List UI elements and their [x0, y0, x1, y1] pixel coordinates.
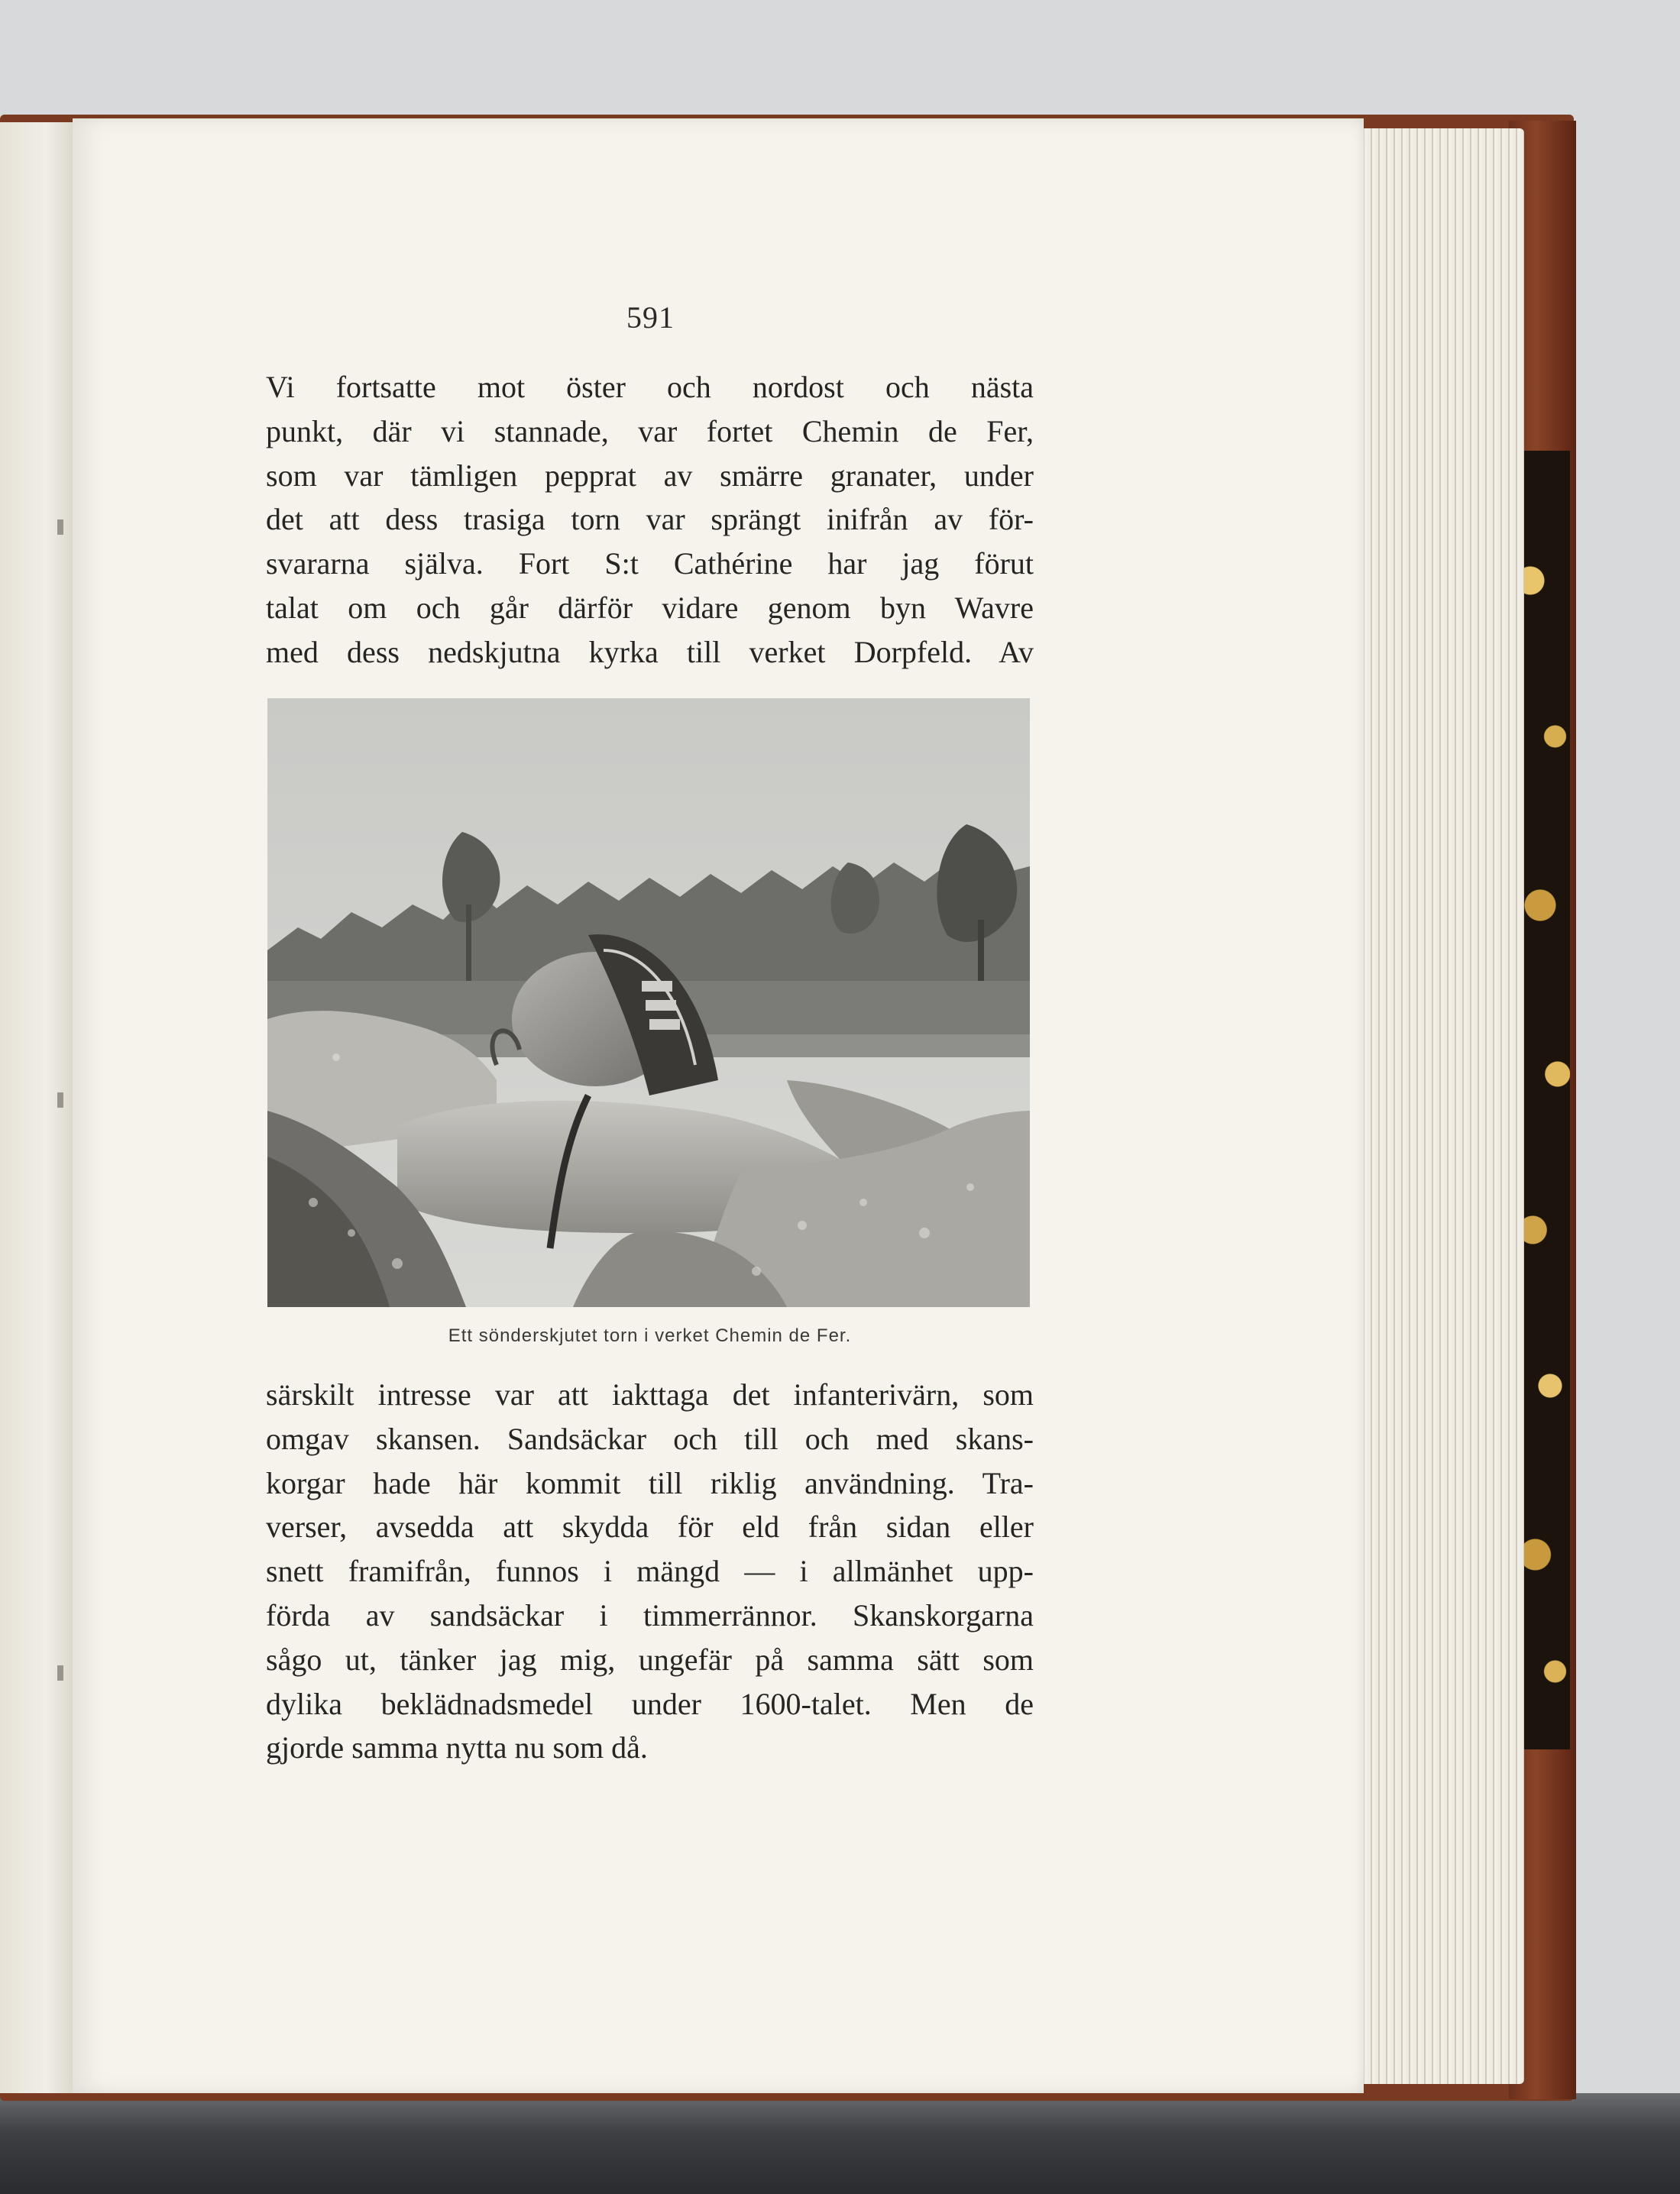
- text-line: särskilt intresse var att iakttaga det infanterivärn, som: [266, 1377, 1034, 1412]
- binding-mark: [57, 1665, 63, 1681]
- text-line: punkt, där vi stannade, var fortet Chemin de Fer,: [266, 413, 1034, 448]
- text-line: talat om och går därför vidare genom byn Wavre: [266, 590, 1034, 625]
- text-line: snett framifrån, funnos i mängd — i allmänhet upp-: [266, 1554, 1034, 1589]
- text-line: med dess nedskjutna kyrka till verket Dorpfeld. Av: [266, 634, 1034, 669]
- text-line: Vi fortsatte mot öster och nordost och nästa: [266, 370, 1034, 404]
- text-line: verser, avsedda att skydda för eld från sidan eller: [266, 1510, 1034, 1545]
- text-line: som var tämligen pepprat av smärre granater, under: [266, 458, 1034, 493]
- marbled-endpaper: [1520, 451, 1570, 1749]
- text-line: dylika beklädnadsmedel under 1600-talet. Men de: [266, 1686, 1034, 1721]
- figure-caption: Ett sönderskjutet torn i verket Chemin de Fer.: [448, 1325, 852, 1346]
- paragraph-2: [266, 1373, 1034, 1770]
- photo-illustration: [267, 698, 1030, 1307]
- text-line: omgav skansen. Sandsäckar och till och med skans-: [266, 1421, 1034, 1456]
- text-line: det att dess trasiga torn var sprängt inifrån av för-: [266, 502, 1034, 537]
- text-line: svararna själva. Fort S:t Cathérine har jag förut: [266, 546, 1034, 581]
- paragraph-1: [266, 365, 1034, 675]
- text-line: förda av sandsäckar i timmerrännor. Skanskorgarna: [266, 1597, 1034, 1633]
- figure-photo: [267, 698, 1030, 1307]
- page-edges: [1360, 128, 1524, 2084]
- text-line: sågo ut, tänker jag mig, ungefär på samma sätt som: [266, 1642, 1034, 1677]
- text-line: korgar hade här kommit till riklig användning. Tra-: [266, 1465, 1034, 1500]
- binding-mark: [57, 1092, 63, 1108]
- binding-mark: [57, 519, 63, 535]
- text-line: gjorde samma nytta nu som då.: [266, 1730, 648, 1765]
- page-number: 591: [626, 300, 675, 335]
- previous-page-sliver: [0, 122, 76, 2093]
- table-surface: [0, 2093, 1680, 2194]
